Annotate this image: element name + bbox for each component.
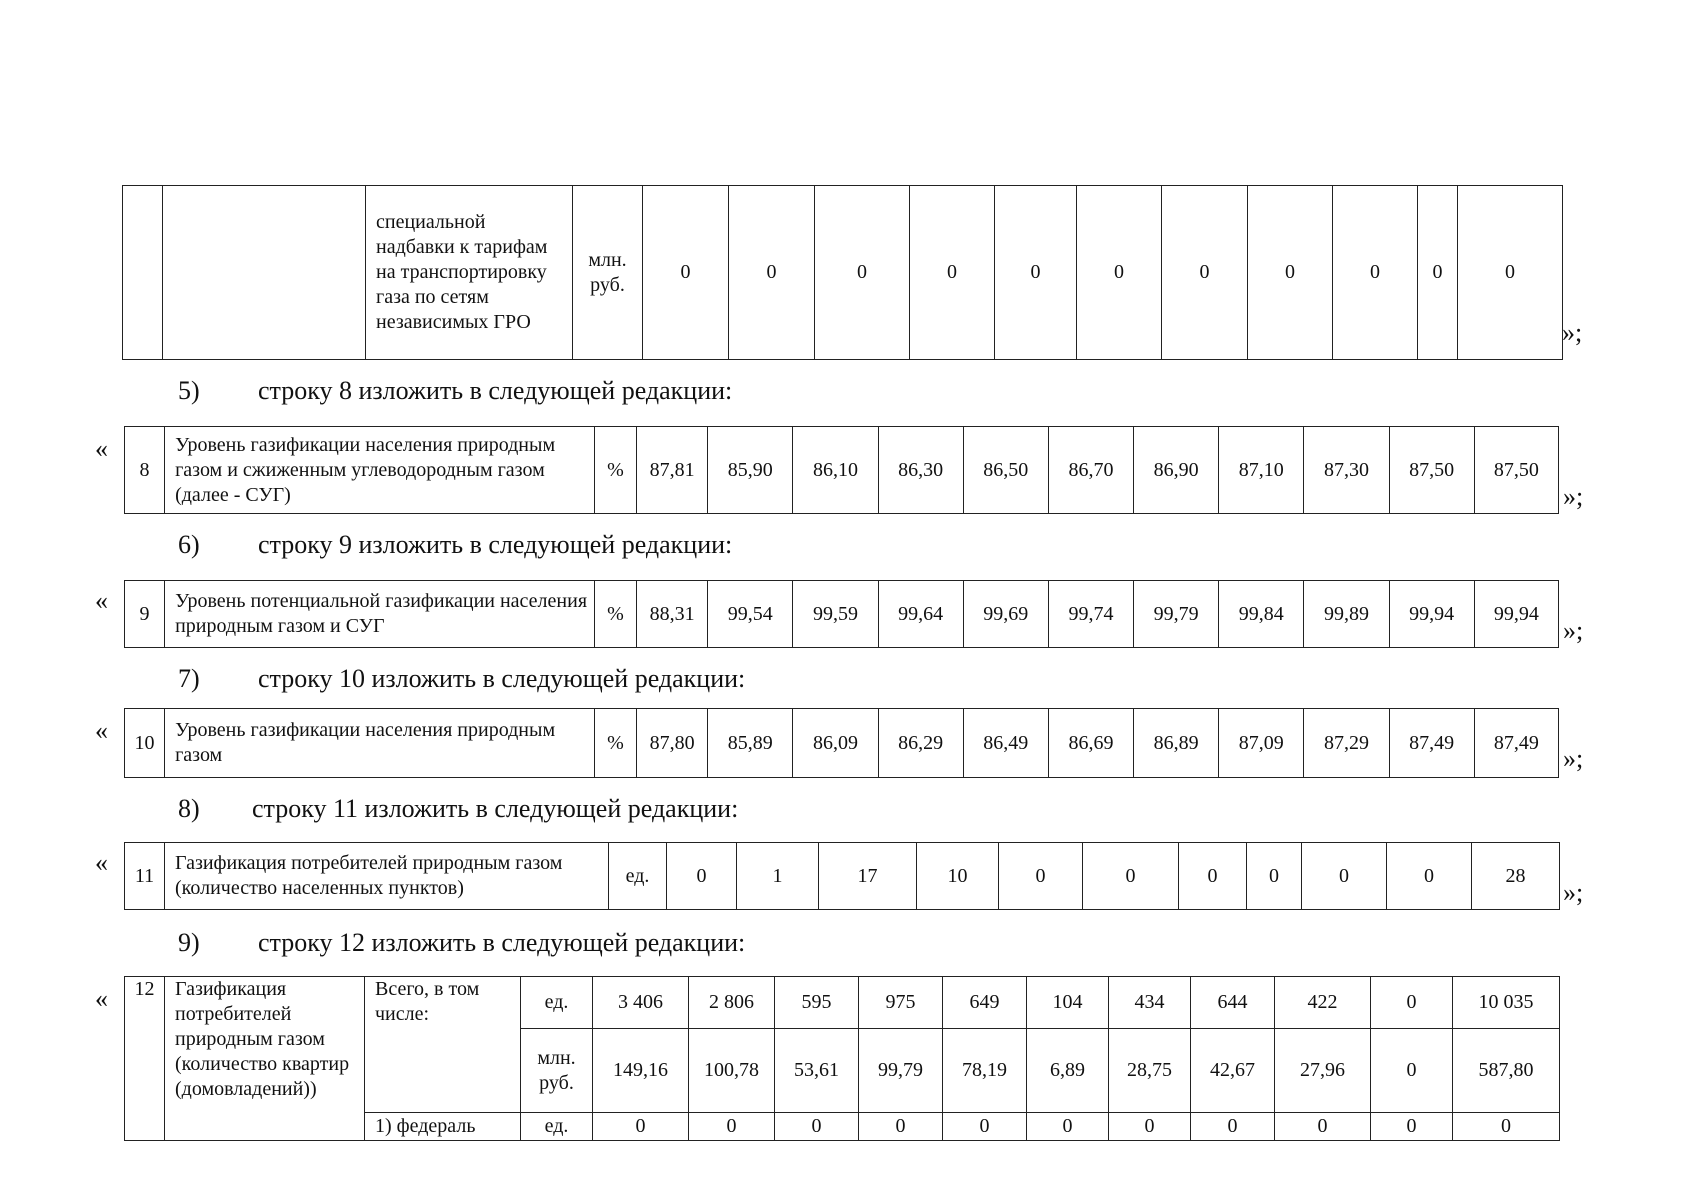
value-cell: 0 xyxy=(775,1113,859,1141)
row-number-cell: 11 xyxy=(125,843,165,910)
value-cell: 0 xyxy=(1371,1029,1453,1113)
value-cell: 0 xyxy=(999,843,1083,910)
value-cell: 0 xyxy=(1179,843,1247,910)
value-cell: 1 xyxy=(737,843,819,910)
value-cell: 649 xyxy=(943,977,1027,1029)
value-cell: 0 xyxy=(1162,186,1248,360)
unit-cell: млн. руб. xyxy=(573,186,643,360)
value-cell: 86,09 xyxy=(793,709,878,778)
value-cell: 644 xyxy=(1191,977,1275,1029)
instruction-text: строку 11 изложить в следующей редакции: xyxy=(252,794,739,823)
instruction-8 xyxy=(178,794,738,824)
table-row-11 xyxy=(124,842,1560,910)
value-cell: 99,54 xyxy=(708,581,793,648)
value-cell: 99,79 xyxy=(1134,581,1219,648)
value-cell: 87,10 xyxy=(1219,427,1304,514)
unit-cell: ед. xyxy=(609,843,667,910)
value-cell: 27,96 xyxy=(1275,1029,1371,1113)
instruction-9 xyxy=(178,928,745,958)
instruction-5 xyxy=(178,376,732,406)
subcategory-cell: 1) федераль xyxy=(365,1113,521,1141)
value-cell: 28,75 xyxy=(1109,1029,1191,1113)
value-cell: 87,50 xyxy=(1389,427,1474,514)
value-cell: 104 xyxy=(1027,977,1109,1029)
close-quote: »; xyxy=(1563,744,1584,773)
instruction-text: строку 8 изложить в следующей редакции: xyxy=(258,376,733,405)
row-number-cell xyxy=(123,186,163,360)
value-cell: 86,90 xyxy=(1134,427,1219,514)
subcategory-cell: Всего, в том числе: xyxy=(365,977,521,1113)
value-cell: 99,64 xyxy=(878,581,963,648)
value-cell: 0 xyxy=(1077,186,1162,360)
value-cell: 99,89 xyxy=(1304,581,1389,648)
value-cell: 86,70 xyxy=(1048,427,1133,514)
value-cell: 42,67 xyxy=(1191,1029,1275,1113)
value-cell: 0 xyxy=(1302,843,1387,910)
value-cell: 0 xyxy=(1109,1113,1191,1141)
value-cell: 0 xyxy=(1387,843,1472,910)
open-quote: « xyxy=(95,434,108,463)
table-row-12 xyxy=(124,976,1560,1141)
value-cell: 422 xyxy=(1275,977,1371,1029)
unit-cell: ед. xyxy=(521,977,593,1029)
table-row-9 xyxy=(124,580,1559,648)
value-cell: 0 xyxy=(1458,186,1563,360)
instruction-number: 9) xyxy=(178,928,200,957)
indicator-cell: Уровень газификации населения природным газом xyxy=(165,709,595,778)
value-cell: 85,89 xyxy=(708,709,793,778)
value-cell: 87,49 xyxy=(1474,709,1558,778)
value-cell: 88,31 xyxy=(637,581,708,648)
value-cell: 0 xyxy=(593,1113,689,1141)
value-cell: 86,50 xyxy=(963,427,1048,514)
instruction-number: 6) xyxy=(178,530,200,559)
instruction-text: строку 12 изложить в следующей редакции: xyxy=(258,928,746,957)
value-cell: 0 xyxy=(1083,843,1179,910)
value-cell: 100,78 xyxy=(689,1029,775,1113)
value-cell: 86,89 xyxy=(1134,709,1219,778)
value-cell: 86,29 xyxy=(878,709,963,778)
unit-cell: млн. руб. xyxy=(521,1029,593,1113)
value-cell: 10 xyxy=(917,843,999,910)
unit-cell: % xyxy=(594,709,636,778)
instruction-6 xyxy=(178,530,732,560)
value-cell: 434 xyxy=(1109,977,1191,1029)
instruction-text: строку 9 изложить в следующей редакции: xyxy=(258,530,733,559)
value-cell: 10 035 xyxy=(1453,977,1560,1029)
value-cell: 99,79 xyxy=(859,1029,943,1113)
value-cell: 3 406 xyxy=(593,977,689,1029)
value-cell: 6,89 xyxy=(1027,1029,1109,1113)
value-cell: 0 xyxy=(1247,843,1302,910)
instruction-number: 5) xyxy=(178,376,200,405)
close-quote: »; xyxy=(1563,482,1584,511)
value-cell: 0 xyxy=(995,186,1077,360)
value-cell: 28 xyxy=(1472,843,1560,910)
row-name-cell xyxy=(163,186,366,360)
value-cell: 0 xyxy=(643,186,729,360)
value-cell: 0 xyxy=(1371,1113,1453,1141)
table-row-top xyxy=(122,185,1563,360)
value-cell: 86,30 xyxy=(878,427,963,514)
value-cell: 87,09 xyxy=(1219,709,1304,778)
value-cell: 99,74 xyxy=(1048,581,1133,648)
value-cell: 595 xyxy=(775,977,859,1029)
value-cell: 86,49 xyxy=(963,709,1048,778)
value-cell: 0 xyxy=(1371,977,1453,1029)
indicator-cell: Газификация потребителей природным газом (количество населенных пунктов) xyxy=(165,843,609,910)
value-cell: 0 xyxy=(943,1113,1027,1141)
indicator-cell: Газификация потребителей природным газом (количество квартир (домовладений)) xyxy=(165,977,365,1141)
value-cell: 99,94 xyxy=(1474,581,1558,648)
row-number-cell: 8 xyxy=(125,427,165,514)
instruction-number: 8) xyxy=(178,794,200,823)
value-cell: 87,50 xyxy=(1474,427,1558,514)
value-cell: 0 xyxy=(1191,1113,1275,1141)
value-cell: 87,81 xyxy=(637,427,708,514)
value-cell: 975 xyxy=(859,977,943,1029)
value-cell: 87,30 xyxy=(1304,427,1389,514)
value-cell: 86,69 xyxy=(1048,709,1133,778)
instruction-7 xyxy=(178,664,745,694)
value-cell: 17 xyxy=(819,843,917,910)
row-number-cell: 10 xyxy=(125,709,165,778)
indicator-cell: Уровень потенциальной газификации населения природным газом и СУГ xyxy=(165,581,595,648)
value-cell: 87,49 xyxy=(1389,709,1474,778)
row-number-cell: 12 xyxy=(125,977,165,1141)
value-cell: 99,69 xyxy=(963,581,1048,648)
value-cell: 0 xyxy=(1333,186,1418,360)
value-cell: 0 xyxy=(1453,1113,1560,1141)
value-cell: 0 xyxy=(859,1113,943,1141)
open-quote: « xyxy=(95,716,108,745)
row-number-cell: 9 xyxy=(125,581,165,648)
value-cell: 99,59 xyxy=(793,581,878,648)
value-cell: 87,29 xyxy=(1304,709,1389,778)
value-cell: 86,10 xyxy=(793,427,878,514)
value-cell: 149,16 xyxy=(593,1029,689,1113)
value-cell: 587,80 xyxy=(1453,1029,1560,1113)
indicator-cell: специальной надбавки к тарифам на транспортировку газа по сетям независимых ГРО xyxy=(366,186,573,360)
value-cell: 0 xyxy=(667,843,737,910)
close-quote: »; xyxy=(1563,878,1584,907)
value-cell: 85,90 xyxy=(708,427,793,514)
value-cell: 2 806 xyxy=(689,977,775,1029)
value-cell: 0 xyxy=(1418,186,1458,360)
value-cell: 78,19 xyxy=(943,1029,1027,1113)
unit-cell: % xyxy=(594,581,636,648)
value-cell: 0 xyxy=(729,186,815,360)
unit-cell: ед. xyxy=(521,1113,593,1141)
instruction-number: 7) xyxy=(178,664,200,693)
open-quote: « xyxy=(95,586,108,615)
instruction-text: строку 10 изложить в следующей редакции: xyxy=(258,664,746,693)
indicator-cell: Уровень газификации населения природным газом и сжиженным углеводородным газом (далее - СУГ) xyxy=(165,427,595,514)
table-row-10 xyxy=(124,708,1559,778)
close-quote: »; xyxy=(1563,616,1584,645)
value-cell: 0 xyxy=(815,186,910,360)
value-cell: 53,61 xyxy=(775,1029,859,1113)
table-row-8 xyxy=(124,426,1559,514)
value-cell: 0 xyxy=(910,186,995,360)
value-cell: 0 xyxy=(1027,1113,1109,1141)
value-cell: 87,80 xyxy=(637,709,708,778)
open-quote: « xyxy=(95,848,108,877)
value-cell: 0 xyxy=(1275,1113,1371,1141)
close-quote: »; xyxy=(1562,318,1583,347)
open-quote: « xyxy=(95,984,108,1013)
value-cell: 99,94 xyxy=(1389,581,1474,648)
value-cell: 99,84 xyxy=(1219,581,1304,648)
value-cell: 0 xyxy=(689,1113,775,1141)
unit-cell: % xyxy=(594,427,636,514)
value-cell: 0 xyxy=(1248,186,1333,360)
